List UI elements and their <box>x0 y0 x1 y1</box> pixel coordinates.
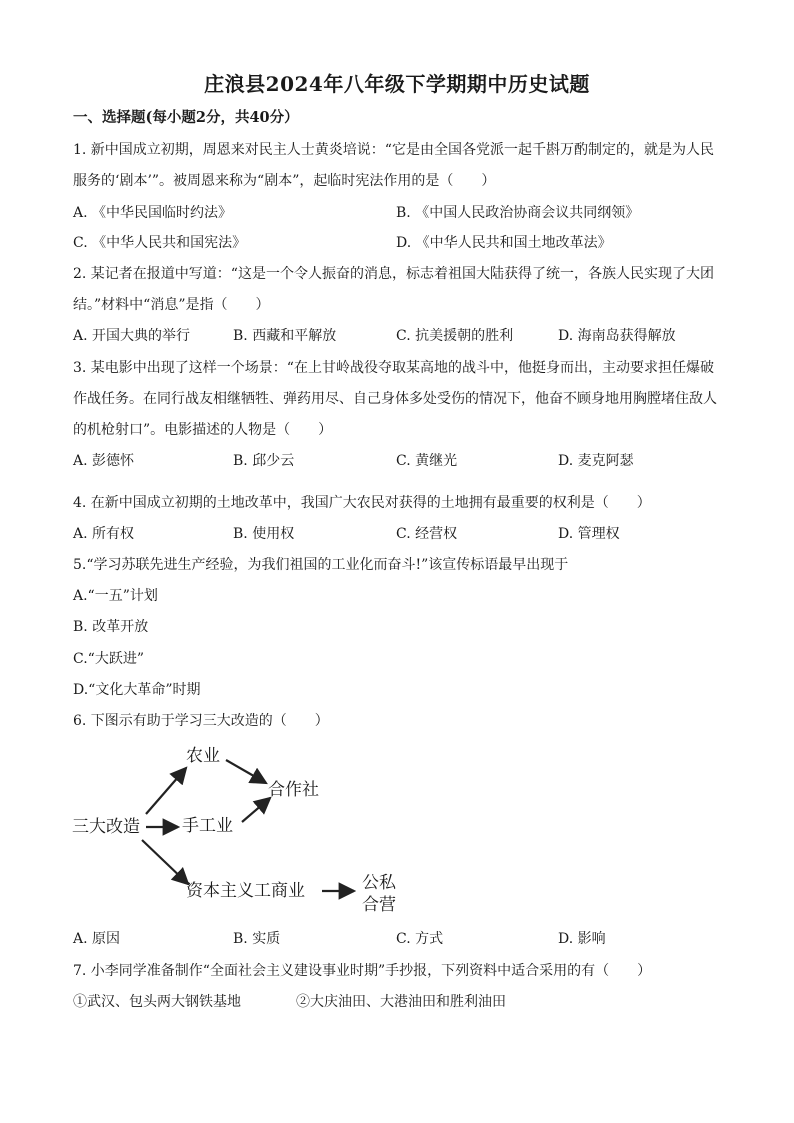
diagram-capitalist-label: 资本主义工商业 <box>186 881 305 901</box>
diagram-coop-label: 合作社 <box>268 780 319 800</box>
question-1-option-b: B. 《中国人民政治协商会议共同纲领》 <box>396 205 640 221</box>
question-3-text: 3. 某电影中出现了这样一个场景：“在上甘岭战役夺取某高地的战斗中，他挺身而出，主动要求担任爆破 <box>73 360 714 376</box>
question-7-item-1: ①武汉、包头两大钢铁基地 <box>73 994 241 1010</box>
question-6-option-c: C. 方式 <box>396 931 444 947</box>
question-5-option-a: A.“一五”计划 <box>73 588 158 604</box>
question-3-option-d: D. 麦克阿瑟 <box>558 453 634 469</box>
question-3-option-b: B. 邱少云 <box>233 453 295 469</box>
question-1-option-a: A. 《中华民国临时约法》 <box>73 205 233 221</box>
question-1-option-d: D. 《中华人民共和国土地改革法》 <box>396 235 612 251</box>
arrow-root-to-agriculture <box>146 768 186 814</box>
exam-title: 庄浪县2024年八年级下学期期中历史试题 <box>204 72 590 96</box>
question-7-text: 7. 小李同学准备制作“全面社会主义建设事业时期”手抄报，下列资料中适合采用的有（ ） <box>73 963 652 979</box>
diagram-handicraft-label: 手工业 <box>182 816 233 836</box>
question-6-option-d: D. 影响 <box>558 931 606 947</box>
diagram-agriculture-label: 农业 <box>186 746 220 766</box>
question-2-text: 2. 某记者在报道中写道：“这是一个令人振奋的消息，标志着祖国大陆获得了统一，各族人民实现了大团 <box>73 266 714 282</box>
question-1-text: 1. 新中国成立初期，周恩来对民主人士黄炎培说：“它是由全国各党派一起千斟万酌制定的，就是为人民 <box>73 142 714 158</box>
question-6-text: 6. 下图示有助于学习三大改造的（ ） <box>73 713 329 729</box>
reform-diagram <box>70 738 430 923</box>
diagram-joint-label-2: 合营 <box>362 895 396 915</box>
question-4-text: 4. 在新中国成立初期的土地改革中，我国广大农民对获得的土地拥有最重要的权利是（ ） <box>73 495 651 511</box>
question-2-text-cont: 结。”材料中“消息”是指（ ） <box>73 297 270 313</box>
question-2-option-b: B. 西藏和平解放 <box>233 328 337 344</box>
question-2-option-c: C. 抗美援朝的胜利 <box>396 328 514 344</box>
diagram-root-label: 三大改造 <box>72 817 140 837</box>
question-1-option-c: C. 《中华人民共和国宪法》 <box>73 235 247 251</box>
question-3-text-cont: 作战任务。在同行战友相继牺牲、弹药用尽、自己身体多处受伤的情况下，他奋不顾身地用胸膛堵住敌人 <box>73 391 717 407</box>
question-6-option-a: A. 原因 <box>73 931 121 947</box>
question-4-option-a: A. 所有权 <box>73 526 135 542</box>
question-4-option-b: B. 使用权 <box>233 526 295 542</box>
question-3-option-a: A. 彭德怀 <box>73 453 135 469</box>
question-5-option-b: B. 改革开放 <box>73 619 149 635</box>
section-heading: 一、选择题(每小题2分，共40分） <box>73 109 299 126</box>
question-5-option-d: D.“文化大革命”时期 <box>73 682 201 698</box>
question-5-option-c: C.“大跃进” <box>73 651 144 667</box>
question-6-option-b: B. 实质 <box>233 931 281 947</box>
diagram-joint-label-1: 公私 <box>362 873 396 893</box>
question-7-item-2: ②大庆油田、大港油田和胜利油田 <box>296 994 506 1010</box>
question-4-option-d: D. 管理权 <box>558 526 620 542</box>
arrow-handicraft-to-coop <box>242 798 270 822</box>
arrow-root-to-capitalist <box>142 840 188 884</box>
question-5-text: 5.“学习苏联先进生产经验，为我们祖国的工业化而奋斗!”该宣传标语最早出现于 <box>73 557 569 573</box>
question-4-option-c: C. 经营权 <box>396 526 458 542</box>
question-3-text-cont2: 的机枪射口”。电影描述的人物是（ ） <box>73 422 333 438</box>
question-2-option-a: A. 开国大典的举行 <box>73 328 191 344</box>
question-2-option-d: D. 海南岛获得解放 <box>558 328 676 344</box>
question-1-text-cont: 服务的‘剧本’”。被周恩来称为“剧本”，起临时宪法作用的是（ ） <box>73 173 496 189</box>
arrow-agriculture-to-coop <box>226 760 266 783</box>
question-3-option-c: C. 黄继光 <box>396 453 458 469</box>
